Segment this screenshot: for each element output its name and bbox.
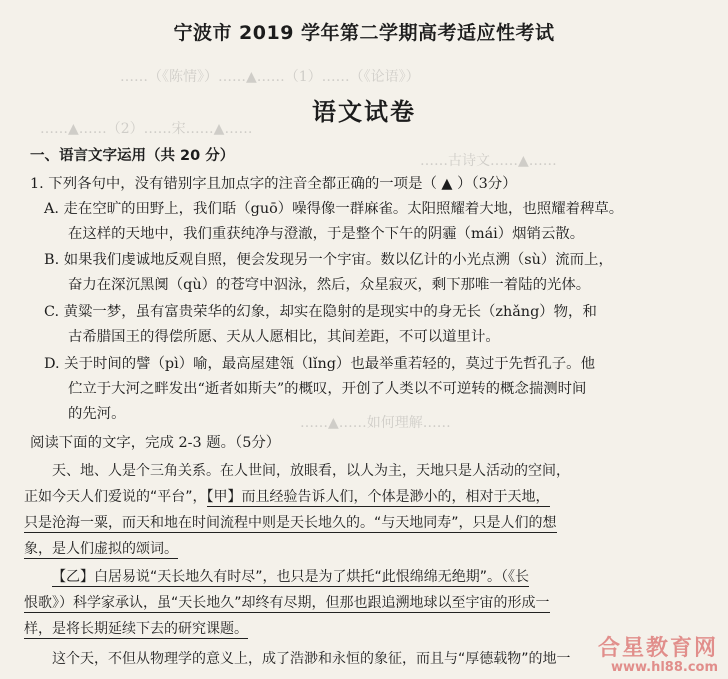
option-d-line-3: 的先河。 [68, 406, 126, 422]
passage-p2-line-3-text: 样，是将长期延续下去的研究课题。 [24, 621, 248, 637]
watermark-url: www.hl88.com [610, 660, 718, 675]
option-c-line-1: C. 黄粱一梦，虽有富贵荣华的幻象，却实在隐射的是现实中的身无长（zhǎng）物，和 [44, 304, 597, 320]
bleed-through-text: ……（《陈情》）……▲……（1）……（《论语》） [120, 69, 420, 85]
option-d-line-2: 伫立于大河之畔发出“逝者如斯夫”的概叹，开创了人类以不可逆转的概念揣测时间 [68, 381, 587, 397]
option-b-line-1: B. 如果我们虔诚地反观自照，便会发现另一个宇宙。数以亿计的小光点溯（sù）流而上， [44, 252, 613, 268]
passage-p1-line-2-text: 正如今天人们爱说的“平台”， [24, 489, 207, 505]
passage-p3-line-1: 这个天，不但从物理学的意义上，成了浩渺和永恒的象征，而且与“厚德载物”的地一 [52, 651, 571, 667]
bleed-through-text: ……▲……如何理解…… [300, 415, 451, 431]
exam-title: 宁波市 2019 学年第二学期高考适应性考试 [173, 22, 555, 44]
bleed-through-text: ……古诗文……▲…… [420, 153, 557, 169]
question-1-stem: 1. 下列各句中，没有错别字且加点字的注音全都正确的一项是（ ▲ ）（3分） [30, 176, 517, 192]
passage-p2-line-3 [24, 618, 248, 638]
reading-intro: 阅读下面的文字，完成 2-3 题。（5分） [30, 435, 281, 451]
passage-p2-line-2 [24, 592, 550, 612]
passage-p1-line-4 [24, 538, 178, 558]
option-d-line-1: D. 关于时间的譬（pì）喻，最高屋建瓴（lǐng）也最举重若轻的，莫过于先哲孔子。他 [44, 356, 595, 372]
passage-p1-line-1: 天、地、人是个三角关系。在人世间，放眼看，以人为主，天地只是人活动的空间， [52, 463, 570, 479]
passage-p1-line-2 [24, 486, 550, 506]
option-b-line-2: 奋力在深沉黑阒（qù）的苍穹中泅泳，然后，众星寂灭，剩下那唯一着陆的光体。 [68, 277, 591, 293]
exam-subtitle: 语文试卷 [312, 98, 416, 126]
passage-p2-line-2-text: 恨歌》）科学家承认，虽“天长地久”却终有尽期，但那也跟追溯地球以至宇宙的形成一 [24, 595, 550, 611]
watermark-name: 合星教育网 [597, 636, 718, 661]
passage-jia-underlined: 【甲】而且经验告诉人们，个体是渺小的，相对于天地， [206, 489, 550, 505]
option-c-line-2: 古希腊国王的得偿所愿、天从人愿相比，其间差距，不可以道里计。 [68, 329, 500, 345]
option-a-line-1: A. 走在空旷的田野上，我们聒（guō）噪得像一群麻雀。太阳照耀着大地，也照耀着稗草。 [44, 201, 624, 217]
passage-yi-underlined: 【乙】白居易说“天长地久有时尽”，也只是为了烘托“此恨绵绵无绝期”。（《长 [52, 569, 530, 585]
passage-p1-line-4-text: 象，是人们虚拟的颂词。 [24, 541, 178, 557]
site-watermark [598, 631, 718, 675]
passage-p2-line-1 [52, 566, 529, 586]
bleed-through-text: ……▲……（2）……宋……▲…… [40, 121, 253, 137]
passage-p1-line-3 [24, 512, 557, 532]
passage-p1-line-3-text: 只是沧海一粟，而天和地在时间流程中则是天长地久的。“与天地同寿”，只是人们的想 [24, 515, 557, 531]
section-heading: 一、语言文字运用（共 20 分） [30, 148, 235, 164]
option-a-line-2: 在这样的天地中，我们重获纯净与澄澈，于是整个下午的阴霾（mái）烟销云散。 [68, 226, 585, 242]
